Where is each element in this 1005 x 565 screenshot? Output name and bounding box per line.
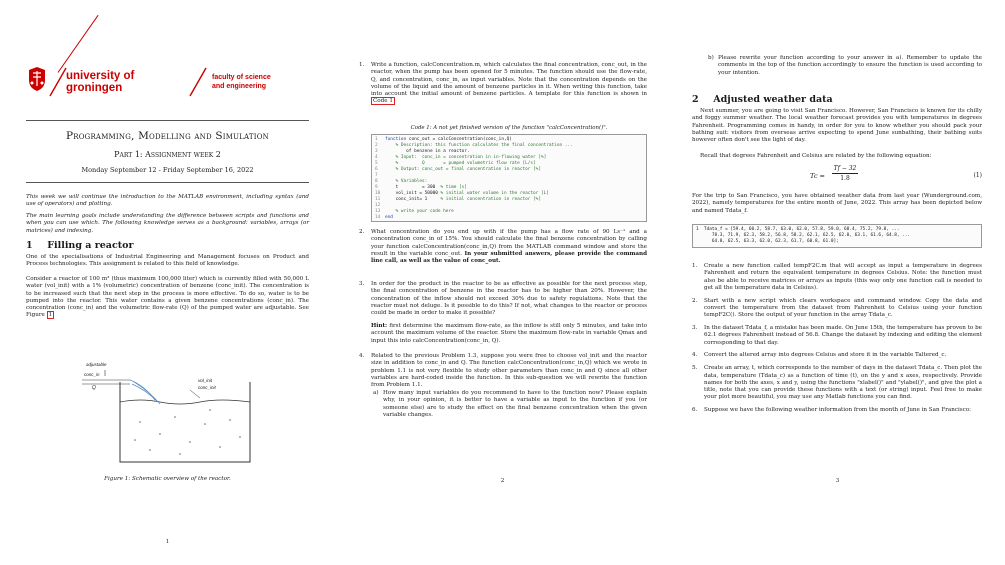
list-item	[692, 407, 982, 414]
reactor-sketch-icon	[80, 362, 260, 472]
university-name	[66, 70, 134, 94]
code-text: t = 300 % time [s]	[385, 185, 467, 190]
question-1-1-text: Write a function, calcConcentration.m, which calculates the final concentration, conc_out, in the reactor, when the pump has been opened for 5 minutes. The function should use the flow-rate, Q, and concentration, conc_in, as input variables. Note that the concentration depends on the volume of the liquid and the amount of benzene particles in it. When writing this function, take into account the initial amount of benzene particles. A template for this function is shown in	[371, 62, 647, 98]
crest-icon	[26, 66, 48, 92]
question-1-2-instruction: In your submitted answers, please provide the command line call, as well as the value of conc_out.	[371, 250, 648, 265]
question-text: Convert the altered array into degrees Celsius and store it in the variable Taltered_c.	[704, 352, 947, 359]
line-number: 12	[375, 203, 381, 208]
question-number: 4.	[692, 352, 698, 359]
code-line: 78.3, 71.9, 62.3, 58.2, 56.8, 58.2, 62.1, 62.5, 62.0, 63.1, 61.6, 64.8, ...	[696, 233, 911, 238]
code-text: vol_init = 50000 % initial water volume in the reactor [L]	[385, 191, 549, 196]
page-number: 1	[165, 539, 170, 545]
logo-slash-icon-left	[48, 66, 68, 98]
intro-paragraph-1: This week we will continue the introduction to the MATLAB environment, including syntax (and use of operators) and plotting.	[26, 194, 309, 208]
list-item	[692, 263, 982, 292]
line-number: 10	[375, 191, 381, 196]
line-number: 4	[375, 155, 378, 160]
code-caption: Code 1: A not yet finished version of the function "calcConcentration()".	[410, 125, 608, 131]
question-1-4a-text: How many input variables do you recommend to have to the function now? Please explain why, in your opinion, it is better to have a variable as input to the function if you (or someone else) are to study the effect on the final benzene concentration when the given variable changes.	[383, 390, 647, 418]
code-text: of benzene in a reactor.	[385, 149, 470, 154]
list-item	[692, 352, 982, 359]
fig-label-adjustable: adjustable	[86, 362, 107, 367]
faculty-line-2: and engineering	[212, 82, 267, 90]
question-1-4b	[708, 55, 982, 77]
question-1-3	[359, 281, 647, 317]
equation-fraction	[832, 165, 858, 182]
code-lines	[696, 227, 978, 245]
section-heading-2	[692, 94, 833, 105]
logo-slash-icon	[188, 66, 208, 98]
code-line	[375, 215, 643, 221]
question-text: Suppose we have the following weather information from the month of June in San Francisco:	[704, 407, 971, 414]
code-comment: % time [s]	[440, 185, 467, 190]
section1-paragraph-2	[26, 276, 309, 320]
faculty-line-1: faculty of science	[212, 74, 271, 81]
code-line: 64.8, 62.5, 63.3, 62.0, 62.3, 61.7, 60.8, 61.0];	[696, 239, 839, 244]
intro-paragraph-2: The main learning goals include understanding the difference between scripts and functions and when you can use which. The following knowledge serves as a background: variables, arrays (or matrices) and indexing.	[26, 213, 309, 234]
code-line: 1 Tdata_f = [59.4, 60.2, 58.7, 63.0, 62.0, 57.8, 59.0, 68.4, 75.2, 79.8, ...	[696, 227, 900, 232]
logo-line-2: groningen	[66, 82, 123, 94]
page-number: 3	[835, 478, 840, 484]
line-number: 1	[375, 137, 378, 142]
code-keyword: end	[385, 215, 393, 220]
code-lines	[375, 137, 643, 221]
page-number: 2	[500, 478, 505, 484]
hint-text: first determine the maximum flow-rate, as the inflow is still only 5 minutes, and take into account the maximum volume of the reactor. Store the maximum flow-rate in variable Qmax and input this into calcConcentration(conc_in, Q).	[371, 323, 647, 344]
line-number: 11	[375, 197, 381, 202]
page-3	[670, 0, 1005, 565]
line-number: 7	[375, 173, 378, 178]
hint-label: Hint:	[371, 323, 388, 329]
question-number: 1.	[692, 263, 698, 269]
line-number: 6	[375, 167, 378, 172]
fig-label-conc-in: conc_in	[84, 372, 100, 377]
line-number: 3	[375, 149, 378, 154]
fig-label-vol-init: vol_init	[198, 378, 213, 383]
subquestion-label: a)	[373, 390, 379, 396]
page-2	[335, 0, 670, 565]
question-number: 4.	[359, 353, 365, 359]
faculty-name	[212, 74, 271, 91]
line-number: 8	[375, 179, 378, 184]
doc-title: Programming, Modelling and Simulation	[66, 130, 269, 142]
question-text: Create an array, t, which corresponds to the number of days in the dataset Tdata_c. Then plot the data, temperature (Tdata_c) as a function of time (t), on the y and x axes, respectively. Provide names for both the axes, x and y, using the functions "xlabel()" and "ylabel()", and give the plot a title, note that you can provide these functions with a text (or string) input. Feel free to make your plot more beautiful, you may use any Matlab functions you can find.	[704, 365, 982, 401]
list-item	[692, 297, 982, 320]
line-number: 9	[375, 185, 378, 190]
question-1-2	[359, 229, 648, 265]
question-number: 6.	[692, 407, 698, 414]
question-1-2-text: What concentration do you end up with if the pump has a flow rate of 90 Ls⁻¹ and a concentration conc_in of 15%. You should calculate the final benzene concentration by calling your function calcConcentration(conc_in,Q) from the MATLAB command window and store the result in the variable conc_out.	[371, 229, 647, 257]
fig-label-conc-init: conc_init	[198, 385, 216, 390]
section1-paragraph-2-text: Consider a reactor of 100 m³ (thus maximum 100,000 liter) which is currently filled with 50,000 L water (vol_init) with a 1% (volumetric) concentration of benzene (conc_init). The concentration is to be increased such that the next step in the process is more effective. To do so, water is to be pumped into the reactor. This water contains a given benzene concentrations (conc_in). The concentration (conc_in) and the volumetric flow-rate (Q) of the pumped water are adjustable. See Figure	[26, 276, 309, 319]
code-text: % Q = pumped volumetric flow rate [L/s]	[385, 161, 536, 166]
line-number: 5	[375, 161, 378, 166]
section2-paragraph-1: Next summer, you are going to visit San Francisco. However, San Francisco is known for its chilly and foggy summer weather. The local weather forecast provides you with temperatures in degrees Fahrenheit. Programming comes in handy, in order for you to know whether you should pack your bathing suit: visitors from overseas arrive expecting to spend June sunbathing, their bathing suits however often don't see the light of day.	[692, 108, 982, 144]
code-link[interactable]: Code 1	[373, 98, 393, 105]
code-keyword: function	[385, 137, 407, 142]
code-block-tdata	[692, 224, 982, 248]
section-number: 2	[692, 94, 699, 105]
question-1-4a	[373, 390, 647, 419]
title-rule-top	[26, 120, 309, 121]
question-1-1	[359, 62, 647, 106]
list-item	[692, 365, 982, 401]
code-block-1	[371, 134, 647, 222]
list-item	[692, 325, 982, 347]
section2-paragraph-2: Recall that degrees Fahrenheit and Celsius are related by the following equation:	[700, 153, 932, 159]
question-1-3-hint	[371, 323, 647, 345]
question-text: Start with a new script which clears workspace and command window. Copy the data and convert the temperature from the dataset from Fahrenheit to Celsius using your function tempF2C(). Store the output of your function in the array Tdata_c.	[704, 297, 982, 319]
logo-line-1: university of	[66, 70, 135, 82]
question-text: In the dataset Tdata_f, a mistake has been made. On June 15th, the temperature has proven to be 62.1 degrees Fahrenheit instead of 56.8. Change the dataset by indexing and editing the element corresponding to that day.	[704, 325, 982, 346]
question-number: 3.	[692, 325, 698, 332]
question-1-4	[359, 353, 647, 389]
doc-dates: Monday September 12 - Friday September 16, 2022	[81, 166, 254, 174]
question-1-4b-text: Please rewrite your function according to your answer in a). Remember to update the comments in the top of the function accordingly to ensure the function is used according to your intention.	[718, 55, 982, 76]
question-1-4-text: Related to the previous Problem 1.3, suppose you were free to choose vol_init and the reactor size in addition to conc_in and Q. The function calcConcentration(conc_in,Q) which we wrote in problem 1.1 is not very flexible to study other parameters than conc_in and Q since all other variables are hard-coded inside the function. In this sub-question we will rewrite the function from Problem 1.1.	[371, 353, 647, 389]
figure-link[interactable]: 1	[48, 312, 53, 319]
section-heading-1	[26, 240, 133, 251]
code-text: % Description: this function calculates the final concentration ...	[385, 143, 573, 148]
code-text: conc_init= 1 % initial concentration in reactor [%]	[385, 197, 541, 202]
question-number: 3.	[359, 281, 365, 287]
question-number: 2.	[359, 229, 365, 235]
code-text: % Output: conc_out = final concentration in reactor [%]	[385, 167, 541, 172]
reactor-figure	[80, 362, 260, 472]
code-text: % Variables:	[385, 179, 428, 184]
question-list	[692, 263, 982, 420]
section-title: Adjusted weather data	[713, 94, 833, 105]
section-number: 1	[26, 240, 33, 251]
equation-1	[692, 164, 982, 190]
subquestion-label: b)	[708, 55, 714, 61]
code-text: conc_out = calcConcentration(conc_in,Q)	[406, 137, 512, 142]
section2-paragraph-3: For the trip to San Francisco, you have obtained weather data from last year (Wunderground.com, 2022), namely temperatures for the entire month of June, 2022. This array has been depicted below and named Tdata_f.	[692, 193, 982, 214]
section-title: Filling a reactor	[47, 240, 134, 251]
question-number: 5.	[692, 365, 698, 372]
question-text: Create a new function called tempF2C.m that will accept as input a temperature in degrees Fahrenheit and return the equivalent temperature in degrees Celsius. Note: the function must also be able to receive matrices or arrays as inputs (this way only one function call is needed to get all the temperature data in Celsius).	[704, 263, 982, 291]
code-comment: % initial concentration in reactor [%]	[440, 197, 541, 202]
question-1-3-text: In order for the product in the reactor to be as effective as possible for the next process step, the final concentration of benzene in the reactor has to be higher than 20%. However, the concentration of the inflow should not exceed 30% due to safety regulations. Note that the reactor must not deluge. Is it possible to do this? If not, what changes to the reactor or process could be made in order to make it possible?	[371, 281, 647, 317]
title-rule-bottom	[26, 182, 309, 183]
line-number: 2	[375, 143, 378, 148]
equation-denominator: 1.8	[840, 175, 850, 182]
page-1	[0, 0, 335, 565]
code-comment: % initial water volume in the reactor [L]	[440, 191, 549, 196]
figure-caption: Figure 1: Schematic overview of the reactor.	[104, 476, 231, 482]
line-number: 14	[375, 215, 381, 220]
equation-tag: (1)	[973, 172, 982, 179]
line-number: 13	[375, 209, 381, 214]
code-text: % Input: conc_in = concentration in in-flowing water [%]	[385, 155, 547, 160]
section1-paragraph-1: One of the specialisations of Industrial Engineering and Management focuses on Product and Process technologies. This assignment is related to this field of knowledge.	[26, 254, 309, 268]
question-number: 1.	[359, 62, 365, 68]
doc-subtitle: Part 1: Assignment week 2	[114, 150, 221, 159]
code-text: % write your code here	[385, 209, 454, 214]
question-number: 2.	[692, 297, 698, 304]
fig-label-q: Q	[92, 385, 96, 391]
equation-numerator: Tf − 32	[833, 165, 857, 172]
equation-lhs: Tc =	[810, 172, 825, 180]
